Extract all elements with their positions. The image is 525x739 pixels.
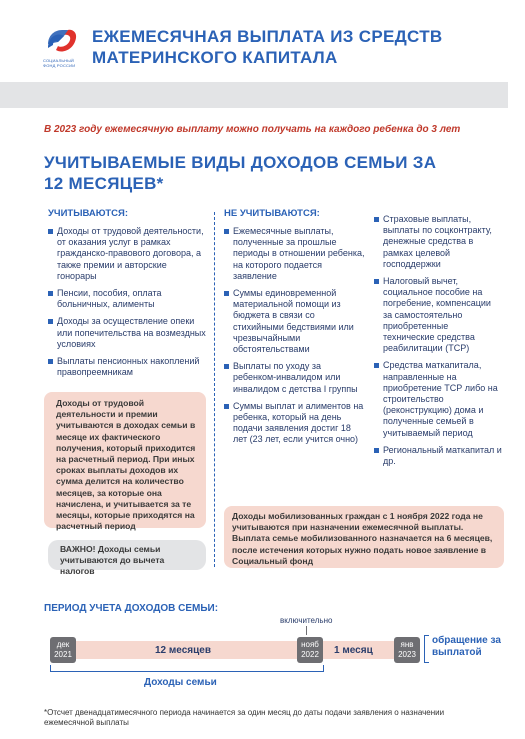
square-bullet-icon: [374, 279, 379, 284]
square-bullet-icon: [224, 229, 229, 234]
income-bracket: [50, 665, 324, 672]
list-item: Суммы единовременной материальной помощи из бюджета в связи со стихийными бедствиями или чрезвычайными обстоятельствами: [224, 288, 366, 355]
date-mid: нояб 2022: [297, 637, 323, 663]
list-item: Средства маткапитала, направленные на приобретение ТСР либо на строительство (реконструкцию) дома и полученные семьей в учитываемый период: [374, 360, 502, 438]
period-title: ПЕРИОД УЧЕТА ДОХОДОВ СЕМЬИ:: [44, 603, 219, 614]
footnote: *Отсчет двенадцатимесячного периода начинается за один месяц до даты подачи заявления о назначении ежемесячной выплаты: [44, 708, 445, 727]
counted-heading: УЧИТЫВАЮТСЯ:: [48, 208, 128, 219]
list-item: Выплаты по уходу за ребенком-инвалидом или инвалидом с детства I группы: [224, 361, 366, 395]
square-bullet-icon: [374, 448, 379, 453]
date-start: дек 2021: [50, 637, 76, 663]
section-title: УЧИТЫВАЕМЫЕ ВИДЫ ДОХОДОВ СЕМЬИ ЗА 12 МЕСЯЦЕВ*: [44, 153, 437, 193]
square-bullet-icon: [224, 404, 229, 409]
list-item: Страховые выплаты, выплаты по соцконтракту, денежные средства в рамках целевой господдержки: [374, 214, 502, 270]
list-item: Выплаты пенсионных накоплений правопреемникам: [48, 356, 206, 378]
logo-caption: СОЦИАЛЬНЫЙ ФОНД РОССИИ: [43, 58, 76, 68]
gap-label: 1 месяц: [334, 645, 373, 656]
square-bullet-icon: [224, 291, 229, 296]
counted-list: [48, 226, 206, 384]
list-item: Суммы выплат и алиментов на ребенка, который на день подачи заявления достиг 18 лет (23 лет, если учится очно): [224, 401, 366, 446]
list-item: Налоговый вычет, социальное пособие на погребение, компенсации за самостоятельно приобретенные технические средства реабилитации (ТСР): [374, 276, 502, 354]
square-bullet-icon: [48, 359, 53, 364]
list-item: Доходы от трудовой деятельности, от оказания услуг в рамках гражданско-правового договора, а также премии и авторские гонорары: [48, 226, 206, 282]
page-title: ЕЖЕМЕСЯЧНАЯ ВЫПЛАТА ИЗ СРЕДСТВ МАТЕРИНСКОГО КАПИТАЛА: [92, 27, 443, 67]
not-counted-list-1: [224, 226, 366, 452]
counted-note: Доходы от трудовой деятельности и премии учитываются в доходах семьи в месяце их фактического получения, который приходится на расчетный период. При иных сроках выплаты доходов их сумма делится на количество месяцев, за которые она начислена, и учитывается за те месяцы, которые приходятся на расчетный период: [44, 392, 206, 528]
mobilized-note: Доходы мобилизованных граждан с 1 ноября 2022 года не учитываются при назначении ежемесячной выплаты. Выплата семье мобилизованного назначается на 6 месяцев, после истечения которых нужно подать новое заявление в Социальный фонд: [224, 506, 504, 568]
square-bullet-icon: [224, 364, 229, 369]
social-fund-logo: [44, 26, 80, 56]
list-item: Доходы за осуществление опеки или попечительства на возмездных условиях: [48, 316, 206, 350]
inclusive-label: включительно: [280, 616, 333, 625]
important-note: ВАЖНО! Доходы семьи учитываются до вычета налогов: [48, 540, 206, 570]
list-item: Региональный маткапитал и др.: [374, 445, 502, 467]
square-bullet-icon: [374, 217, 379, 222]
square-bullet-icon: [374, 363, 379, 368]
list-item: Пенсии, пособия, оплата больничных, алименты: [48, 288, 206, 310]
square-bullet-icon: [48, 319, 53, 324]
span-label: 12 месяцев: [155, 645, 211, 656]
not-counted-heading: НЕ УЧИТЫВАЮТСЯ:: [224, 208, 320, 219]
apply-label: обращение за выплатой: [432, 635, 501, 658]
not-counted-list-2: [374, 214, 502, 473]
intro-text: В 2023 году ежемесячную выплату можно получать на каждого ребенка до 3 лет: [44, 124, 461, 135]
list-item: Ежемесячные выплаты, полученные за прошлые периоды в отношении ребенка, на которого подается заявление: [224, 226, 366, 282]
income-label: Доходы семьи: [144, 677, 217, 688]
page-header: [0, 0, 525, 82]
date-end: янв 2023: [394, 637, 420, 663]
square-bullet-icon: [48, 229, 53, 234]
header-divider-bar: [0, 82, 508, 108]
column-divider: [214, 212, 215, 567]
inclusive-tick: [306, 626, 307, 635]
apply-bracket: [424, 635, 429, 663]
square-bullet-icon: [48, 291, 53, 296]
